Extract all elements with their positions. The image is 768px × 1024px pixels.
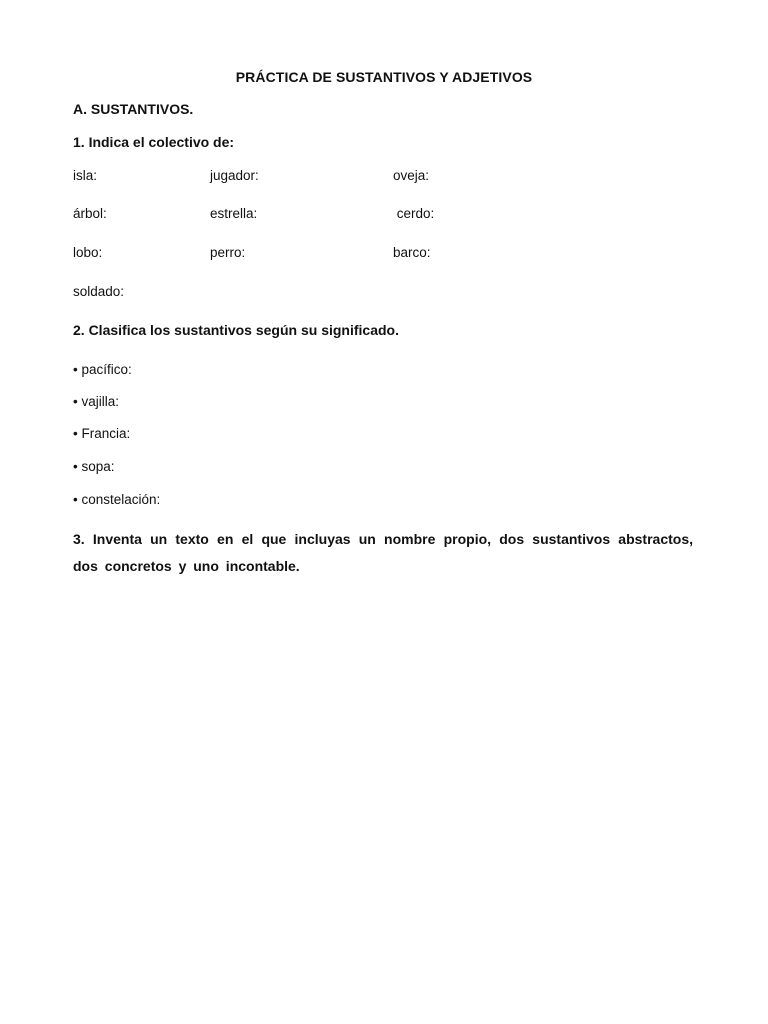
collective-item: jugador: (210, 168, 259, 183)
question-2-prompt: 2. Clasifica los sustantivos según su significado. (73, 322, 399, 338)
collective-item: barco: (393, 245, 431, 260)
list-item: • Francia: (73, 426, 131, 441)
collective-item: estrella: (210, 206, 258, 221)
collective-row (73, 206, 693, 226)
list-item: • constelación: (73, 492, 161, 507)
page-title: PRÁCTICA DE SUSTANTIVOS Y ADJETIVOS (235, 69, 533, 85)
list-item: • vajilla: (73, 394, 119, 409)
collective-row (73, 284, 693, 304)
collective-row (73, 168, 693, 188)
question-3-prompt: 3. Inventa un texto en el que incluyas un nombre propio, dos sustantivos abstractos, dos concretos y uno incontable. (73, 531, 693, 574)
collective-row (73, 245, 693, 265)
collective-item: isla: (73, 168, 98, 183)
question-1-prompt: 1. Indica el colectivo de: (73, 134, 235, 150)
collective-item: soldado: (73, 284, 125, 299)
collective-item: lobo: (73, 245, 103, 260)
collective-item: oveja: (393, 168, 430, 183)
collective-item: árbol: (73, 206, 107, 221)
list-item: • pacífico: (73, 362, 132, 377)
section-a-heading: A. SUSTANTIVOS. (73, 101, 194, 117)
list-item: • sopa: (73, 459, 115, 474)
collective-item: cerdo: (393, 206, 435, 221)
collective-item: perro: (210, 245, 246, 260)
